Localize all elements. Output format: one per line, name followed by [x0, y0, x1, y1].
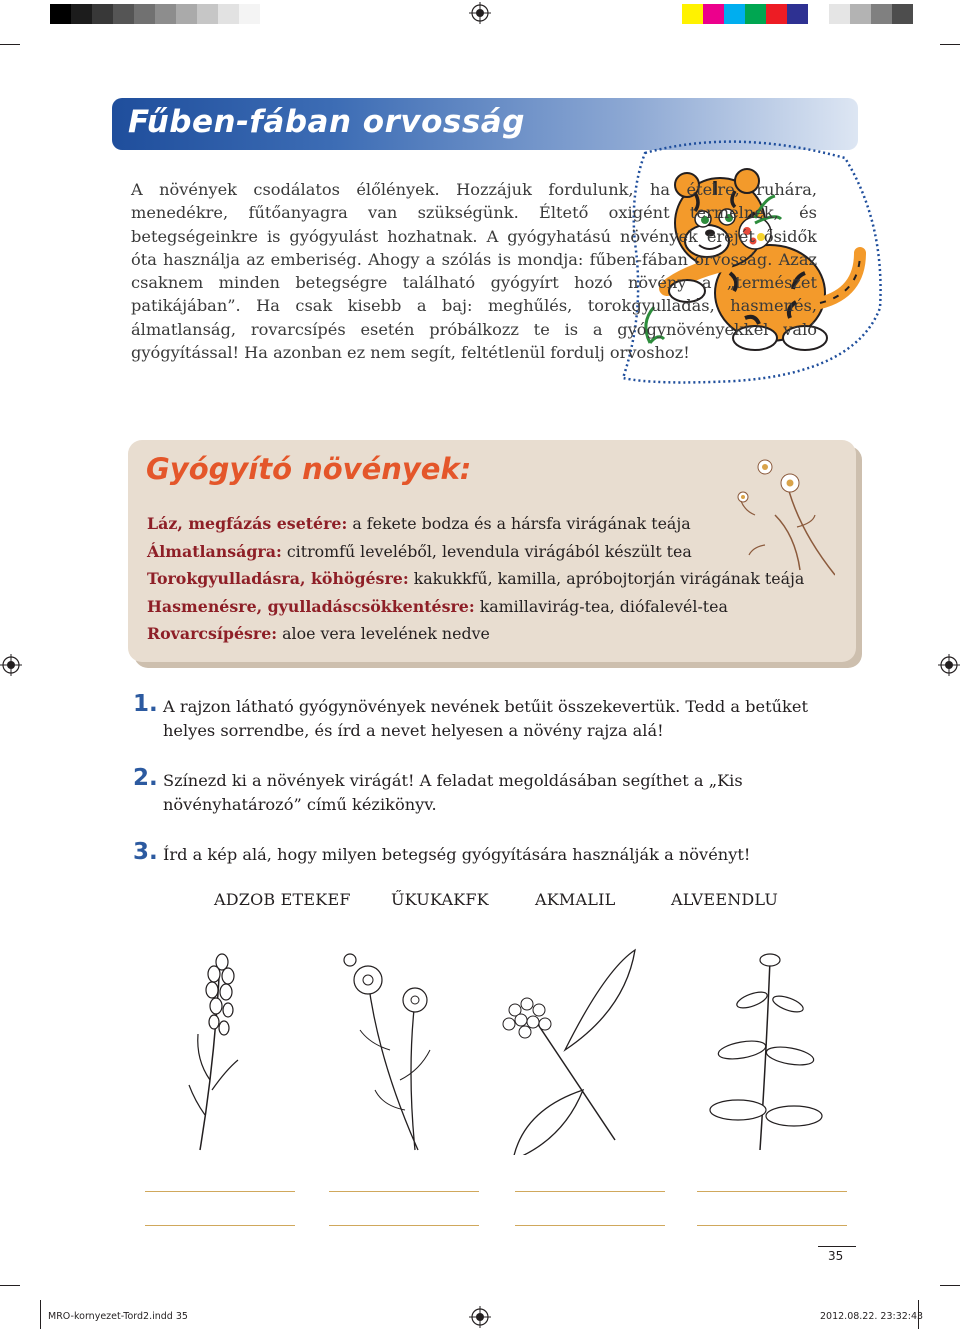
healing-item-label: Láz, megfázás esetére: [147, 514, 348, 533]
answer-line[interactable] [697, 1225, 847, 1226]
answer-line[interactable] [515, 1225, 665, 1226]
registration-mark-icon [469, 2, 491, 24]
healing-item [147, 510, 847, 538]
scrambled-word: ŰKUKAKFK [391, 890, 489, 909]
healing-item-text: kamillavirág-tea, diófalevél-tea [474, 596, 728, 616]
lavender-drawing [150, 940, 300, 1155]
task-text: Írd a kép alá, hogy milyen betegség gyógyítására használják a növényt! [163, 845, 751, 864]
registration-mark-icon [469, 1306, 491, 1328]
scrambled-word: ADZOB ETEKEF [214, 890, 351, 909]
healing-item [147, 593, 847, 621]
footer-date: 2012.08.22. 23:32:43 [820, 1311, 924, 1322]
task-number: 1. [133, 691, 158, 717]
crop-mark [40, 1300, 41, 1329]
crop-mark [940, 1285, 960, 1286]
crop-mark [0, 1285, 20, 1286]
intro-text: A növények csodálatos élőlények. Hozzájuk fordulunk, ha ételre, ruhára, menedékre, fűtőanyagra van szükségünk. Éltető oxigént termelnek, és betegségeinkre is gyógyulást hozhatnak. A gyógyhatású növények erejét ősidők óta használja az emberiség. Ahogy a szólás is mondja: fűben-fában orvosság. Azaz csaknem minden betegségre található gyógyírt hozó növény a „természet patikájában”. Ha csak kisebb a baj: meghűlés, torokgyulladás, hasmenés, álmatlanság, rovarcsípés esetén próbálkozz te is a gyógynövényekkel való gyógyítással! Ha azonban ez nem segít, feltétlenül fordulj orvoshoz! [131, 180, 817, 363]
task-number: 3. [133, 839, 158, 865]
elderberry-drawing [495, 940, 645, 1155]
answer-line[interactable] [329, 1225, 479, 1226]
healing-item [147, 565, 847, 593]
scrambled-word: AKMALIL [535, 890, 616, 909]
scrambled-word: ALVEENDLU [671, 890, 779, 909]
task-2 [133, 765, 863, 816]
healing-item-text: citromfű leveléből, levendula virágából készült tea [281, 541, 692, 561]
task-3 [133, 839, 863, 867]
footer-file: MRO-kornyezet-Tord2.indd 35 [48, 1311, 188, 1322]
crop-mark [0, 44, 20, 45]
page-title: Fűben-fában orvosság [128, 104, 525, 140]
healing-item [147, 538, 847, 566]
answer-line[interactable] [145, 1191, 295, 1192]
page-number-rule [818, 1246, 856, 1247]
task-number: 2. [133, 765, 158, 791]
healing-item-label: Rovarcsípésre: [147, 624, 278, 644]
healing-title: Gyógyító növények: [146, 452, 472, 486]
answer-line[interactable] [145, 1225, 295, 1226]
healing-item-text: aloe vera levelének nedve [277, 624, 490, 644]
task-1 [133, 691, 863, 742]
intro-paragraph [131, 178, 817, 364]
task-text: Színezd ki a növények virágát! A feladat megoldásában segíthet a „Kis növényhatározó” című kézikönyv. [163, 771, 743, 814]
healing-item-label: Torokgyulladásra, köhögésre: [147, 569, 409, 589]
healing-item-label: Hasmenésre, gyulladáscsökkentésre: [147, 596, 475, 616]
healing-item [147, 620, 847, 648]
chamomile-drawing [320, 940, 470, 1155]
registration-mark-icon [0, 654, 22, 676]
answer-line[interactable] [515, 1191, 665, 1192]
healing-list [147, 510, 847, 648]
answer-line[interactable] [329, 1191, 479, 1192]
page-number: 35 [828, 1249, 844, 1263]
color-bar [682, 4, 913, 24]
healing-item-text: a fekete bodza és a hársfa virágának teája [347, 514, 691, 533]
grayscale-bar [50, 4, 260, 24]
thyme-drawing [690, 940, 840, 1155]
task-text: A rajzon látható gyógynövények nevének betűit összekevertük. Tedd a betűket helyes sorrendbe, és írd a nevet helyesen a növény rajza alá! [163, 697, 808, 740]
healing-item-text: kakukkfű, kamilla, apróbojtorján virágának teája [408, 569, 805, 589]
answer-line[interactable] [697, 1191, 847, 1192]
healing-item-label: Álmatlanságra: [147, 541, 282, 561]
crop-mark [940, 44, 960, 45]
registration-mark-icon [938, 654, 960, 676]
